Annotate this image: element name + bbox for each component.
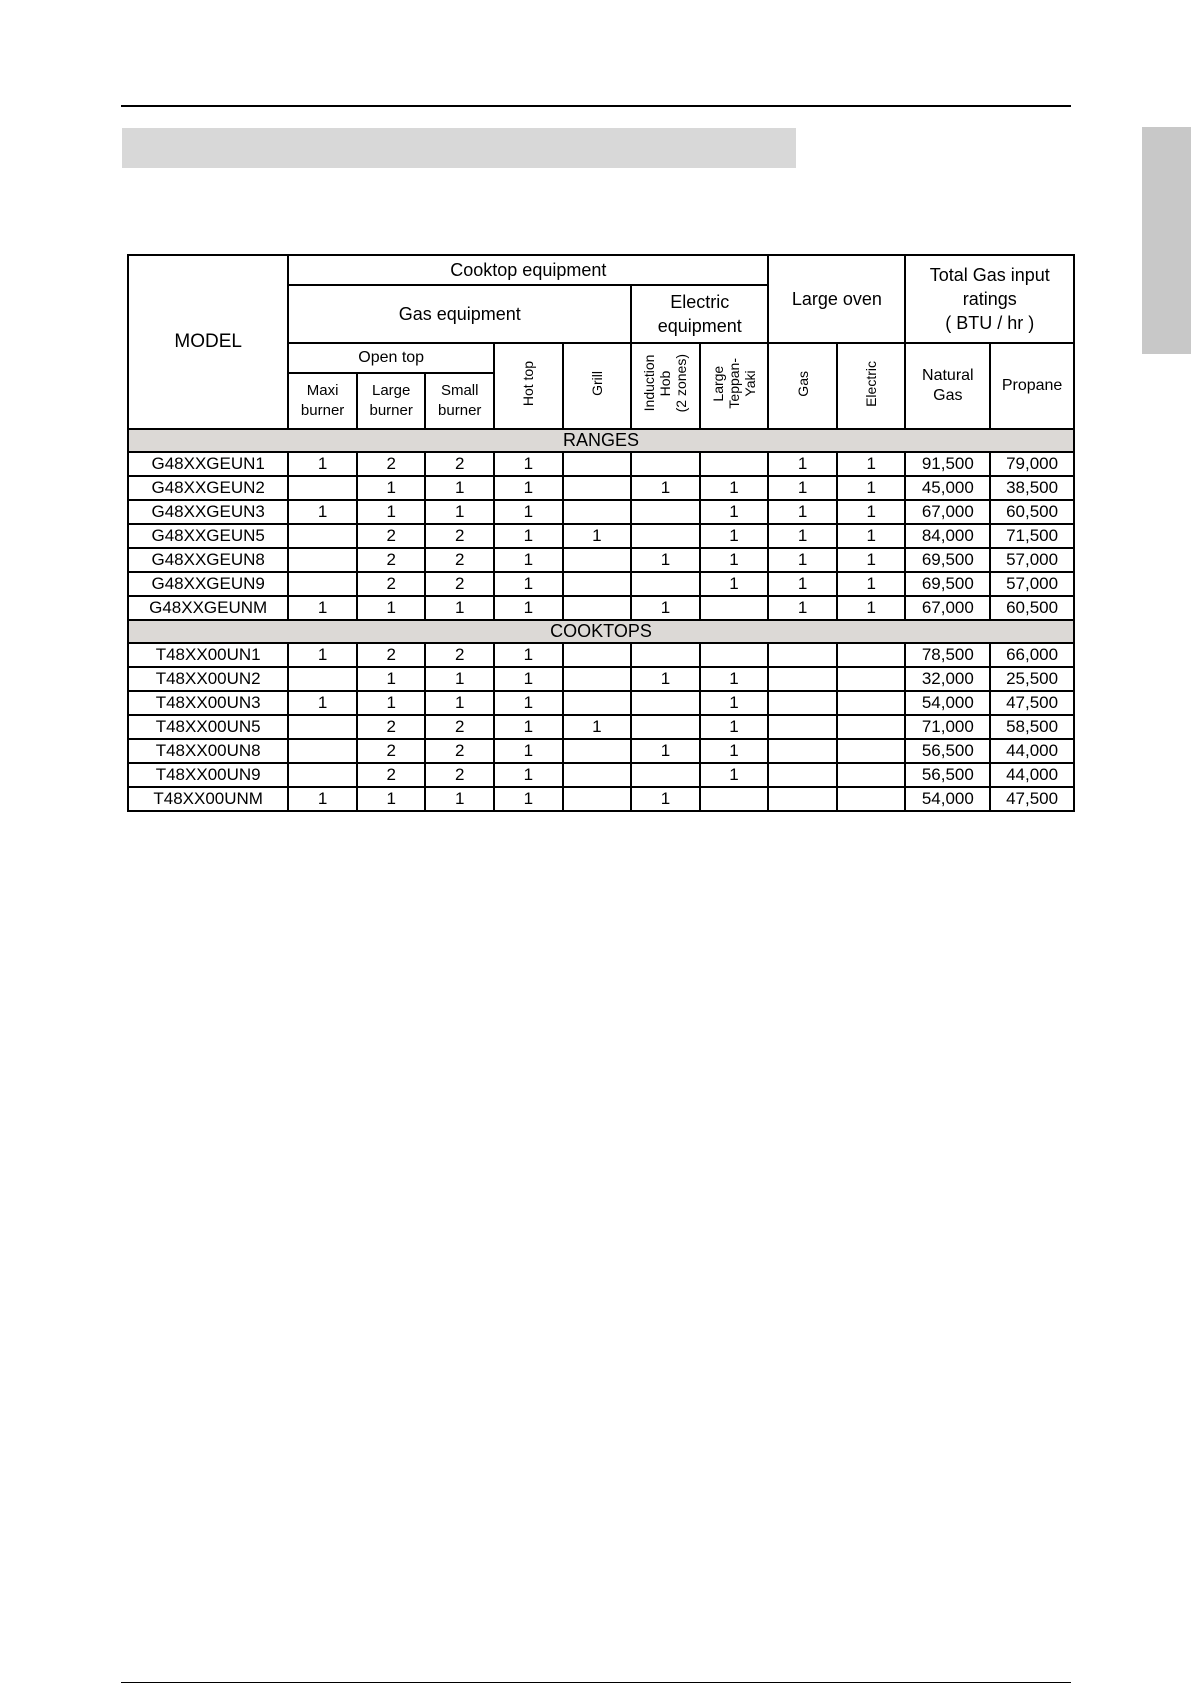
table-cell — [700, 452, 769, 476]
table-cell — [288, 715, 357, 739]
table-cell: 1 — [494, 524, 563, 548]
table-cell: 71,000 — [905, 715, 990, 739]
table-cell: 2 — [425, 739, 494, 763]
table-cell: 66,000 — [990, 643, 1074, 667]
table-cell — [563, 572, 632, 596]
table-row — [128, 667, 1074, 691]
table-cell: 38,500 — [990, 476, 1074, 500]
table-cell: 1 — [700, 572, 769, 596]
table-cell: 1 — [700, 500, 769, 524]
header-rule — [121, 105, 1071, 107]
table-cell: 1 — [494, 715, 563, 739]
table-cell: 78,500 — [905, 643, 990, 667]
table-cell: 1 — [425, 476, 494, 500]
table-cell — [631, 643, 700, 667]
total-gas-header: Total Gas input ratings ( BTU / hr ) — [905, 255, 1074, 343]
table-cell: 1 — [768, 452, 837, 476]
table-cell: 1 — [357, 691, 426, 715]
table-cell: 1 — [288, 643, 357, 667]
table-cell: 1 — [837, 548, 906, 572]
table-cell: 1 — [494, 667, 563, 691]
section-row — [128, 620, 1074, 643]
table-cell: 1 — [837, 572, 906, 596]
model-cell: T48XX00UN2 — [128, 667, 288, 691]
table-cell: 2 — [357, 643, 426, 667]
table-cell — [700, 643, 769, 667]
table-cell — [563, 596, 632, 620]
table-cell — [563, 763, 632, 787]
table-cell — [768, 643, 837, 667]
table-cell: 1 — [768, 500, 837, 524]
table-cell — [768, 667, 837, 691]
table-cell: 54,000 — [905, 787, 990, 811]
model-cell: T48XX00UN8 — [128, 739, 288, 763]
model-cell: G48XXGEUNM — [128, 596, 288, 620]
table-cell: 69,500 — [905, 572, 990, 596]
table-cell — [837, 787, 906, 811]
table-cell: 1 — [494, 643, 563, 667]
table-cell: 1 — [288, 500, 357, 524]
table-cell — [631, 524, 700, 548]
table-cell — [768, 787, 837, 811]
table-row — [128, 691, 1074, 715]
table-cell — [563, 452, 632, 476]
table-cell: 1 — [837, 596, 906, 620]
table-cell: 1 — [700, 667, 769, 691]
table-cell: 1 — [494, 572, 563, 596]
table-cell: 2 — [357, 763, 426, 787]
model-cell: T48XX00UN3 — [128, 691, 288, 715]
section-title-bar — [122, 128, 796, 168]
table-cell: 1 — [425, 787, 494, 811]
table-cell: 1 — [700, 763, 769, 787]
table-cell — [563, 787, 632, 811]
electric-equipment-header: Electric equipment — [631, 285, 768, 343]
table-row — [128, 500, 1074, 524]
table-cell: 2 — [425, 524, 494, 548]
table-cell — [288, 763, 357, 787]
table-row — [128, 739, 1074, 763]
table-cell: 1 — [357, 500, 426, 524]
table-cell: 1 — [700, 691, 769, 715]
table-cell: 1 — [768, 548, 837, 572]
table-row — [128, 787, 1074, 811]
table-cell: 1 — [837, 452, 906, 476]
table-cell: 1 — [563, 524, 632, 548]
model-header: MODEL — [128, 255, 288, 429]
table-cell — [631, 500, 700, 524]
induction-hob-header: Induction Hob (2 zones) — [631, 343, 700, 429]
table-row — [128, 715, 1074, 739]
table-cell — [837, 667, 906, 691]
table-row — [128, 763, 1074, 787]
oven-electric-header: Electric — [837, 343, 906, 429]
table-cell — [768, 763, 837, 787]
table-cell — [768, 691, 837, 715]
table-cell: 84,000 — [905, 524, 990, 548]
table-cell: 1 — [288, 787, 357, 811]
table-cell: 60,500 — [990, 596, 1074, 620]
table-body — [128, 429, 1074, 811]
table-cell: 2 — [425, 452, 494, 476]
table-cell — [563, 739, 632, 763]
maxi-burner-header: Maxi burner — [288, 373, 357, 429]
model-cell: G48XXGEUN1 — [128, 452, 288, 476]
section-title: COOKTOPS — [128, 620, 1074, 643]
propane-header: Propane — [990, 343, 1074, 429]
table-cell: 57,000 — [990, 548, 1074, 572]
table-cell — [288, 548, 357, 572]
table-cell: 1 — [563, 715, 632, 739]
model-cell: T48XX00UNM — [128, 787, 288, 811]
table-cell — [288, 739, 357, 763]
table-cell: 1 — [700, 476, 769, 500]
table-cell: 1 — [357, 787, 426, 811]
table-cell: 58,500 — [990, 715, 1074, 739]
table-cell: 47,500 — [990, 787, 1074, 811]
table-cell: 1 — [425, 667, 494, 691]
table-cell: 2 — [357, 739, 426, 763]
table-cell: 71,500 — [990, 524, 1074, 548]
table-cell: 1 — [494, 691, 563, 715]
table-cell — [768, 715, 837, 739]
table-cell — [563, 643, 632, 667]
table-cell: 1 — [700, 715, 769, 739]
table-cell: 1 — [631, 548, 700, 572]
grill-header: Grill — [563, 343, 632, 429]
table-cell: 1 — [288, 691, 357, 715]
table-cell — [288, 524, 357, 548]
table-cell: 1 — [357, 596, 426, 620]
table-cell: 1 — [768, 476, 837, 500]
table-cell — [700, 596, 769, 620]
table-cell — [288, 667, 357, 691]
table-row — [128, 548, 1074, 572]
table-cell — [288, 572, 357, 596]
hot-top-header: Hot top — [494, 343, 563, 429]
table-cell: 1 — [425, 596, 494, 620]
table-cell: 1 — [768, 572, 837, 596]
table-cell — [631, 691, 700, 715]
table-cell: 1 — [357, 667, 426, 691]
table-cell: 2 — [425, 643, 494, 667]
model-cell: T48XX00UN5 — [128, 715, 288, 739]
table-cell — [631, 572, 700, 596]
table-cell: 1 — [494, 739, 563, 763]
equipment-table — [127, 254, 1075, 812]
table-cell: 91,500 — [905, 452, 990, 476]
table-cell: 1 — [837, 524, 906, 548]
table-cell — [837, 763, 906, 787]
model-cell: T48XX00UN9 — [128, 763, 288, 787]
table-cell — [700, 787, 769, 811]
table-cell: 1 — [494, 500, 563, 524]
table-cell: 1 — [700, 739, 769, 763]
table-cell — [768, 739, 837, 763]
table-cell: 1 — [494, 787, 563, 811]
table-cell: 1 — [631, 476, 700, 500]
table-cell: 56,500 — [905, 739, 990, 763]
table-cell: 1 — [425, 500, 494, 524]
table-cell: 1 — [631, 787, 700, 811]
table-cell — [837, 715, 906, 739]
table-cell: 1 — [494, 476, 563, 500]
table-cell: 56,500 — [905, 763, 990, 787]
table-cell: 2 — [357, 548, 426, 572]
table-cell — [563, 500, 632, 524]
table-row — [128, 452, 1074, 476]
table-cell: 1 — [837, 500, 906, 524]
model-cell: G48XXGEUN3 — [128, 500, 288, 524]
table-row — [128, 596, 1074, 620]
table-cell: 67,000 — [905, 500, 990, 524]
table-cell: 1 — [768, 596, 837, 620]
table-cell: 1 — [494, 596, 563, 620]
table-cell — [837, 739, 906, 763]
table-cell: 1 — [700, 524, 769, 548]
model-cell: G48XXGEUN8 — [128, 548, 288, 572]
table-row — [128, 524, 1074, 548]
table-cell — [563, 691, 632, 715]
table-cell — [631, 715, 700, 739]
open-top-header: Open top — [288, 343, 494, 373]
table-cell: 1 — [494, 452, 563, 476]
table-cell: 1 — [631, 596, 700, 620]
teppan-yaki-header: Large Teppan- Yaki — [700, 343, 769, 429]
table-cell — [837, 691, 906, 715]
section-title: RANGES — [128, 429, 1074, 452]
model-cell: G48XXGEUN5 — [128, 524, 288, 548]
table-cell — [631, 763, 700, 787]
table-cell: 1 — [425, 691, 494, 715]
table-cell: 47,500 — [990, 691, 1074, 715]
table-cell: 2 — [425, 763, 494, 787]
section-row — [128, 429, 1074, 452]
model-cell: G48XXGEUN2 — [128, 476, 288, 500]
table-cell — [288, 476, 357, 500]
natural-gas-header: Natural Gas — [905, 343, 990, 429]
model-cell: G48XXGEUN9 — [128, 572, 288, 596]
table-cell: 2 — [357, 524, 426, 548]
table-cell: 44,000 — [990, 739, 1074, 763]
table-cell: 57,000 — [990, 572, 1074, 596]
table-cell: 1 — [494, 548, 563, 572]
table-cell: 2 — [357, 572, 426, 596]
table-cell: 1 — [631, 667, 700, 691]
table-row — [128, 643, 1074, 667]
table-row — [128, 476, 1074, 500]
table-cell: 1 — [700, 548, 769, 572]
oven-gas-header: Gas — [768, 343, 837, 429]
large-burner-header: Large burner — [357, 373, 426, 429]
table-cell — [563, 476, 632, 500]
table-cell: 2 — [425, 548, 494, 572]
gas-equipment-header: Gas equipment — [288, 285, 631, 343]
cooktop-equipment-header: Cooktop equipment — [288, 255, 768, 285]
table-cell: 45,000 — [905, 476, 990, 500]
table-cell: 67,000 — [905, 596, 990, 620]
model-cell: T48XX00UN1 — [128, 643, 288, 667]
table-cell: 2 — [357, 452, 426, 476]
table-cell: 1 — [288, 596, 357, 620]
table-cell: 1 — [631, 739, 700, 763]
table-cell — [631, 452, 700, 476]
table-cell: 1 — [357, 476, 426, 500]
table-cell: 25,500 — [990, 667, 1074, 691]
table-cell: 1 — [837, 476, 906, 500]
table-cell: 1 — [768, 524, 837, 548]
table-cell: 2 — [357, 715, 426, 739]
table-cell: 1 — [288, 452, 357, 476]
large-oven-header: Large oven — [768, 255, 905, 343]
table-cell — [837, 643, 906, 667]
table-cell: 60,500 — [990, 500, 1074, 524]
table-row — [128, 572, 1074, 596]
table-cell: 44,000 — [990, 763, 1074, 787]
table-cell: 2 — [425, 572, 494, 596]
table-cell: 1 — [494, 763, 563, 787]
table-cell — [563, 548, 632, 572]
table-cell: 32,000 — [905, 667, 990, 691]
table-cell — [563, 667, 632, 691]
table-cell: 79,000 — [990, 452, 1074, 476]
footer-rule — [121, 1682, 1071, 1683]
table-cell: 54,000 — [905, 691, 990, 715]
table-cell: 2 — [425, 715, 494, 739]
table-cell: 69,500 — [905, 548, 990, 572]
side-tab — [1142, 127, 1191, 354]
small-burner-header: Small burner — [425, 373, 494, 429]
